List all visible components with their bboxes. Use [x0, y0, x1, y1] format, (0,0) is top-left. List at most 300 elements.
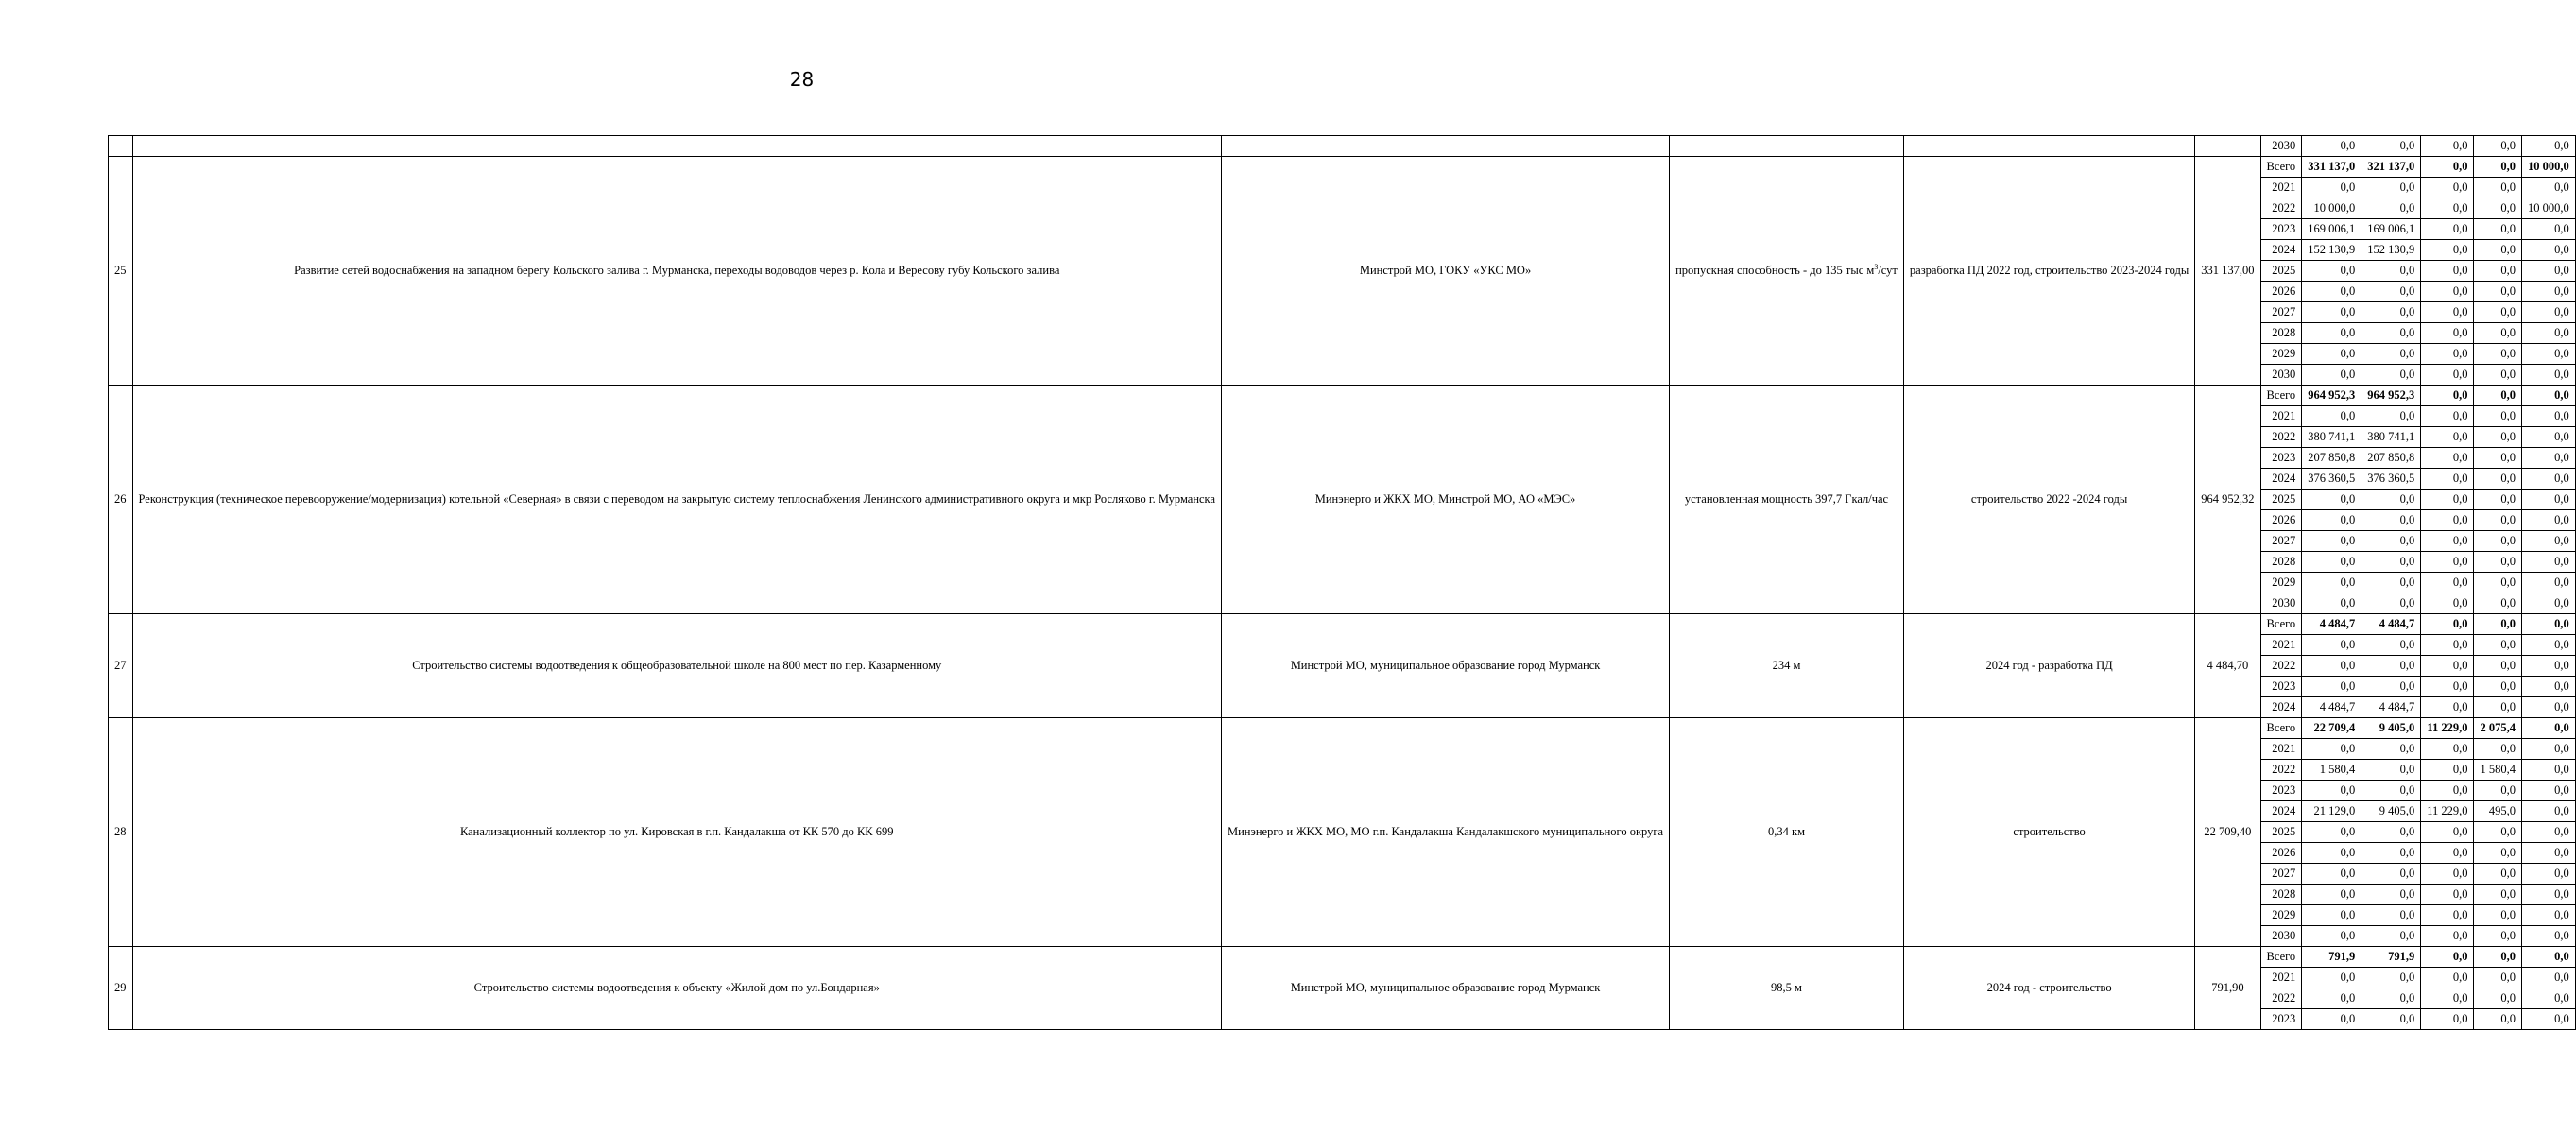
- value-cell: 0,0: [2361, 490, 2421, 510]
- value-cell: 0,0: [2521, 261, 2575, 282]
- capacity-text: 98,5 м: [1771, 981, 1802, 994]
- value-cell: 0,0: [2521, 926, 2575, 947]
- entry-description: Строительство системы водоотведения к объекту «Жилой дом по ул.Бондарная»: [132, 947, 1222, 1030]
- value-cell: 0,0: [2474, 386, 2522, 406]
- value-cell: 0,0: [2421, 178, 2474, 198]
- table-row: [109, 614, 2576, 635]
- value-cell: 380 741,1: [2302, 427, 2361, 448]
- entry-responsible: Минстрой МО, муниципальное образование город Мурманск: [1222, 614, 1670, 718]
- value-cell: 0,0: [2521, 323, 2575, 344]
- value-cell: 0,0: [2302, 178, 2361, 198]
- value-cell: 152 130,9: [2302, 240, 2361, 261]
- value-cell: 0,0: [2421, 635, 2474, 656]
- value-cell: 964 952,3: [2302, 386, 2361, 406]
- entry-number: 25: [109, 157, 133, 386]
- year-cell: 2021: [2260, 406, 2302, 427]
- value-cell: 0,0: [2361, 552, 2421, 573]
- value-cell: 0,0: [2474, 157, 2522, 178]
- table-row: [109, 136, 2576, 157]
- value-cell: 0,0: [2361, 261, 2421, 282]
- value-cell: 11 229,0: [2421, 718, 2474, 739]
- value-cell: 0,0: [2421, 490, 2474, 510]
- year-cell: 2026: [2260, 510, 2302, 531]
- value-cell: 964 952,3: [2361, 386, 2421, 406]
- value-cell: 0,0: [2421, 427, 2474, 448]
- value-cell: 0,0: [2474, 593, 2522, 614]
- entry-period: строительство: [1903, 718, 2194, 947]
- value-cell: 0,0: [2421, 905, 2474, 926]
- value-cell: 0,0: [2361, 323, 2421, 344]
- value-cell: 0,0: [2521, 781, 2575, 801]
- value-cell: 0,0: [2474, 926, 2522, 947]
- value-cell: 0,0: [2361, 1009, 2421, 1030]
- value-cell: 0,0: [2421, 988, 2474, 1009]
- value-cell: 0,0: [2361, 760, 2421, 781]
- value-cell: 0,0: [2521, 760, 2575, 781]
- value-cell: 0,0: [2474, 739, 2522, 760]
- value-cell: 0,0: [2302, 739, 2361, 760]
- value-cell: 0,0: [2521, 697, 2575, 718]
- entry-cost: 4 484,70: [2195, 614, 2260, 718]
- value-cell: 0,0: [2521, 614, 2575, 635]
- entry-capacity: [1670, 386, 1904, 614]
- year-cell: 2028: [2260, 323, 2302, 344]
- value-cell: 0,0: [2361, 843, 2421, 864]
- value-cell: 21 129,0: [2302, 801, 2361, 822]
- year-cell: 2021: [2260, 968, 2302, 988]
- value-cell: 0,0: [2474, 427, 2522, 448]
- value-cell: 0,0: [2521, 219, 2575, 240]
- value-cell: 0,0: [2521, 573, 2575, 593]
- value-cell: 0,0: [2421, 656, 2474, 677]
- value-cell: 0,0: [2421, 365, 2474, 386]
- value-cell: 0,0: [2421, 406, 2474, 427]
- value-cell: 0,0: [2474, 510, 2522, 531]
- value-cell: 0,0: [2421, 136, 2474, 157]
- year-cell: 2021: [2260, 635, 2302, 656]
- value-cell: 0,0: [2521, 885, 2575, 905]
- value-cell: 331 137,0: [2302, 157, 2361, 178]
- value-cell: 0,0: [2474, 885, 2522, 905]
- entry-period: разработка ПД 2022 год, строительство 2023-2024 годы: [1903, 157, 2194, 386]
- value-cell: 0,0: [2474, 677, 2522, 697]
- value-cell: 2 075,4: [2474, 718, 2522, 739]
- value-cell: 0,0: [2474, 240, 2522, 261]
- value-cell: 0,0: [2474, 136, 2522, 157]
- year-cell: 2021: [2260, 178, 2302, 198]
- value-cell: 0,0: [2474, 219, 2522, 240]
- value-cell: 380 741,1: [2361, 427, 2421, 448]
- year-cell: 2023: [2260, 677, 2302, 697]
- value-cell: 0,0: [2474, 614, 2522, 635]
- value-cell: 0,0: [2421, 739, 2474, 760]
- value-cell: 9 405,0: [2361, 801, 2421, 822]
- value-cell: 0,0: [2302, 822, 2361, 843]
- year-cell: 2023: [2260, 1009, 2302, 1030]
- value-cell: 0,0: [2521, 240, 2575, 261]
- value-cell: 0,0: [2521, 427, 2575, 448]
- year-cell: 2023: [2260, 781, 2302, 801]
- value-cell: 0,0: [2421, 926, 2474, 947]
- value-cell: 0,0: [2474, 365, 2522, 386]
- year-cell: 2022: [2260, 656, 2302, 677]
- value-cell: 0,0: [2361, 593, 2421, 614]
- year-cell: 2023: [2260, 219, 2302, 240]
- value-cell: 0,0: [2302, 490, 2361, 510]
- value-cell: 0,0: [2421, 448, 2474, 469]
- value-cell: 0,0: [2421, 219, 2474, 240]
- entry-period: 2024 год - разработка ПД: [1903, 614, 2194, 718]
- value-cell: 0,0: [2361, 635, 2421, 656]
- value-cell: 376 360,5: [2361, 469, 2421, 490]
- year-cell: 2024: [2260, 801, 2302, 822]
- value-cell: 0,0: [2302, 905, 2361, 926]
- value-cell: 376 360,5: [2302, 469, 2361, 490]
- entry-capacity: [1670, 718, 1904, 947]
- value-cell: 4 484,7: [2302, 614, 2361, 635]
- value-cell: 0,0: [2421, 593, 2474, 614]
- value-cell: 0,0: [2521, 801, 2575, 822]
- value-cell: 0,0: [2302, 282, 2361, 302]
- value-cell: 0,0: [2521, 531, 2575, 552]
- value-cell: 0,0: [2474, 261, 2522, 282]
- value-cell: 0,0: [2474, 968, 2522, 988]
- value-cell: 0,0: [2521, 635, 2575, 656]
- value-cell: 0,0: [2302, 968, 2361, 988]
- value-cell: 0,0: [2361, 677, 2421, 697]
- value-cell: 10 000,0: [2521, 157, 2575, 178]
- year-cell: 2024: [2260, 469, 2302, 490]
- value-cell: 0,0: [2361, 406, 2421, 427]
- year-cell: 2023: [2260, 448, 2302, 469]
- value-cell: 0,0: [2474, 198, 2522, 219]
- year-cell: 2022: [2260, 198, 2302, 219]
- value-cell: 0,0: [2474, 531, 2522, 552]
- year-cell: 2025: [2260, 490, 2302, 510]
- year-cell: 2025: [2260, 261, 2302, 282]
- year-cell: 2030: [2260, 926, 2302, 947]
- value-cell: 0,0: [2521, 677, 2575, 697]
- year-cell: 2022: [2260, 427, 2302, 448]
- value-cell: 0,0: [2302, 406, 2361, 427]
- value-cell: 169 006,1: [2302, 219, 2361, 240]
- capacity-text: установленная мощность 397,7 Гкал/час: [1684, 492, 1889, 506]
- value-cell: 0,0: [2302, 261, 2361, 282]
- value-cell: 0,0: [2421, 614, 2474, 635]
- value-cell: 0,0: [2421, 261, 2474, 282]
- entry-period: 2024 год - строительство: [1903, 947, 2194, 1030]
- value-cell: 0,0: [2421, 240, 2474, 261]
- value-cell: 0,0: [2421, 947, 2474, 968]
- value-cell: 0,0: [2361, 510, 2421, 531]
- value-cell: 0,0: [2474, 302, 2522, 323]
- value-cell: 0,0: [2302, 926, 2361, 947]
- value-cell: 0,0: [2474, 635, 2522, 656]
- value-cell: 0,0: [2474, 822, 2522, 843]
- value-cell: 0,0: [2521, 947, 2575, 968]
- value-cell: 0,0: [2521, 448, 2575, 469]
- value-cell: 0,0: [2521, 490, 2575, 510]
- value-cell: 10 000,0: [2521, 198, 2575, 219]
- value-cell: 0,0: [2302, 635, 2361, 656]
- value-cell: 0,0: [2361, 573, 2421, 593]
- value-cell: 0,0: [2421, 198, 2474, 219]
- value-cell: 0,0: [2421, 282, 2474, 302]
- value-cell: 0,0: [2521, 905, 2575, 926]
- value-cell: 0,0: [2302, 656, 2361, 677]
- year-cell: 2030: [2260, 593, 2302, 614]
- value-cell: 0,0: [2421, 697, 2474, 718]
- year-cell: Всего: [2260, 947, 2302, 968]
- value-cell: 0,0: [2521, 406, 2575, 427]
- entry-capacity: [1670, 614, 1904, 718]
- year-cell: 2029: [2260, 905, 2302, 926]
- value-cell: 0,0: [2302, 344, 2361, 365]
- value-cell: 0,0: [2474, 469, 2522, 490]
- value-cell: 22 709,4: [2302, 718, 2361, 739]
- value-cell: 0,0: [2302, 573, 2361, 593]
- value-cell: 0,0: [2474, 323, 2522, 344]
- value-cell: 495,0: [2474, 801, 2522, 822]
- value-cell: 0,0: [2421, 968, 2474, 988]
- entry-responsible: Минстрой МО, ГОКУ «УКС МО»: [1222, 157, 1670, 386]
- value-cell: 0,0: [2521, 864, 2575, 885]
- year-cell: 2022: [2260, 988, 2302, 1009]
- value-cell: 4 484,7: [2302, 697, 2361, 718]
- capacity-suffix: /сут: [1878, 264, 1898, 277]
- value-cell: 0,0: [2302, 552, 2361, 573]
- value-cell: 0,0: [2474, 573, 2522, 593]
- value-cell: 0,0: [2361, 968, 2421, 988]
- value-cell: 0,0: [2521, 1009, 2575, 1030]
- value-cell: 0,0: [2421, 885, 2474, 905]
- value-cell: 0,0: [2474, 552, 2522, 573]
- value-cell: 0,0: [2361, 344, 2421, 365]
- value-cell: 0,0: [2421, 864, 2474, 885]
- value-cell: 0,0: [2521, 552, 2575, 573]
- year-cell: 2026: [2260, 282, 2302, 302]
- value-cell: 0,0: [2361, 365, 2421, 386]
- value-cell: 0,0: [2421, 843, 2474, 864]
- empty-cell: [109, 136, 133, 157]
- value-cell: 0,0: [2361, 282, 2421, 302]
- value-cell: 4 484,7: [2361, 614, 2421, 635]
- value-cell: 0,0: [2521, 365, 2575, 386]
- value-cell: 0,0: [2302, 1009, 2361, 1030]
- value-cell: 152 130,9: [2361, 240, 2421, 261]
- year-cell: Всего: [2260, 157, 2302, 178]
- value-cell: 0,0: [2361, 988, 2421, 1009]
- value-cell: 0,0: [2521, 718, 2575, 739]
- value-cell: 0,0: [2302, 781, 2361, 801]
- entry-cost: 791,90: [2195, 947, 2260, 1030]
- year-cell: 2024: [2260, 697, 2302, 718]
- entry-responsible: Минэнерго и ЖКХ МО, МО г.п. Кандалакша Кандалакшского муниципального округа: [1222, 718, 1670, 947]
- value-cell: 0,0: [2474, 344, 2522, 365]
- value-cell: 9 405,0: [2361, 718, 2421, 739]
- year-cell: 2024: [2260, 240, 2302, 261]
- entry-period: строительство 2022 -2024 годы: [1903, 386, 2194, 614]
- year-cell: 2028: [2260, 552, 2302, 573]
- capacity-text: 234 м: [1772, 659, 1801, 672]
- value-cell: 0,0: [2361, 822, 2421, 843]
- value-cell: 0,0: [2521, 593, 2575, 614]
- year-cell: 2030: [2260, 365, 2302, 386]
- empty-cell: [1670, 136, 1904, 157]
- value-cell: 0,0: [2302, 365, 2361, 386]
- entry-cost: 22 709,40: [2195, 718, 2260, 947]
- value-cell: 0,0: [2302, 864, 2361, 885]
- value-cell: 0,0: [2474, 864, 2522, 885]
- year-cell: 2028: [2260, 885, 2302, 905]
- value-cell: 0,0: [2421, 760, 2474, 781]
- year-cell: 2030: [2260, 136, 2302, 157]
- year-cell: 2026: [2260, 843, 2302, 864]
- year-cell: Всего: [2260, 718, 2302, 739]
- table-row: [109, 386, 2576, 406]
- entry-number: 28: [109, 718, 133, 947]
- value-cell: 0,0: [2474, 656, 2522, 677]
- value-cell: 791,9: [2361, 947, 2421, 968]
- entry-description: Реконструкция (техническое перевооружение/модернизация) котельной «Северная» в связи с переводом на закрытую систему теплоснабжения Ленинского административного округа и мкр Росляково г. Мурманска: [132, 386, 1222, 614]
- entry-description: Канализационный коллектор по ул. Кировская в г.п. Кандалакша от КК 570 до КК 699: [132, 718, 1222, 947]
- value-cell: 0,0: [2521, 386, 2575, 406]
- value-cell: 0,0: [2421, 323, 2474, 344]
- value-cell: 0,0: [2474, 697, 2522, 718]
- value-cell: 0,0: [2421, 552, 2474, 573]
- value-cell: 0,0: [2302, 531, 2361, 552]
- table-row: [109, 157, 2576, 178]
- value-cell: 0,0: [2474, 905, 2522, 926]
- value-cell: 0,0: [2521, 822, 2575, 843]
- year-cell: Всего: [2260, 386, 2302, 406]
- entry-description: Строительство системы водоотведения к общеобразовательной школе на 800 мест по пер. Казарменному: [132, 614, 1222, 718]
- value-cell: 1 580,4: [2302, 760, 2361, 781]
- year-cell: 2021: [2260, 739, 2302, 760]
- value-cell: 1 580,4: [2474, 760, 2522, 781]
- table-row: [109, 718, 2576, 739]
- year-cell: 2029: [2260, 344, 2302, 365]
- value-cell: 169 006,1: [2361, 219, 2421, 240]
- value-cell: 0,0: [2474, 988, 2522, 1009]
- value-cell: 0,0: [2521, 988, 2575, 1009]
- value-cell: 0,0: [2361, 864, 2421, 885]
- value-cell: 0,0: [2361, 926, 2421, 947]
- value-cell: 0,0: [2302, 302, 2361, 323]
- value-cell: 0,0: [2361, 739, 2421, 760]
- empty-cell: [1903, 136, 2194, 157]
- value-cell: 0,0: [2521, 469, 2575, 490]
- value-cell: 0,0: [2361, 531, 2421, 552]
- value-cell: 0,0: [2421, 573, 2474, 593]
- table-body: [109, 136, 2576, 1030]
- value-cell: 0,0: [2361, 178, 2421, 198]
- entry-number: 26: [109, 386, 133, 614]
- entry-responsible: Минэнерго и ЖКХ МО, Минстрой МО, АО «МЭС»: [1222, 386, 1670, 614]
- value-cell: 0,0: [2474, 947, 2522, 968]
- year-cell: Всего: [2260, 614, 2302, 635]
- value-cell: 0,0: [2421, 822, 2474, 843]
- value-cell: 0,0: [2421, 469, 2474, 490]
- value-cell: 0,0: [2421, 510, 2474, 531]
- year-cell: 2022: [2260, 760, 2302, 781]
- empty-cell: [132, 136, 1222, 157]
- value-cell: 0,0: [2421, 157, 2474, 178]
- capacity-superscript: 3: [1874, 262, 1879, 271]
- value-cell: 0,0: [2302, 885, 2361, 905]
- value-cell: 0,0: [2521, 282, 2575, 302]
- year-cell: 2027: [2260, 864, 2302, 885]
- value-cell: 10 000,0: [2302, 198, 2361, 219]
- year-cell: 2029: [2260, 573, 2302, 593]
- value-cell: 0,0: [2421, 531, 2474, 552]
- value-cell: 0,0: [2361, 302, 2421, 323]
- value-cell: 0,0: [2361, 198, 2421, 219]
- entry-number: 29: [109, 947, 133, 1030]
- entry-capacity: [1670, 947, 1904, 1030]
- entry-capacity: [1670, 157, 1904, 386]
- value-cell: 0,0: [2474, 448, 2522, 469]
- value-cell: 207 850,8: [2361, 448, 2421, 469]
- value-cell: 0,0: [2361, 905, 2421, 926]
- value-cell: 0,0: [2421, 302, 2474, 323]
- value-cell: 11 229,0: [2421, 801, 2474, 822]
- value-cell: 0,0: [2521, 968, 2575, 988]
- entry-cost: 331 137,00: [2195, 157, 2260, 386]
- entry-description: Развитие сетей водоснабжения на западном берегу Кольского залива г. Мурманска, переходы водоводов через р. Кола и Вересову губу Кольского залива: [132, 157, 1222, 386]
- value-cell: 0,0: [2302, 136, 2361, 157]
- value-cell: 0,0: [2302, 593, 2361, 614]
- value-cell: 791,9: [2302, 947, 2361, 968]
- capacity-text: пропускная способность - до 135 тыс м: [1675, 264, 1875, 277]
- value-cell: 0,0: [2421, 344, 2474, 365]
- value-cell: 0,0: [2474, 1009, 2522, 1030]
- empty-cell: [1222, 136, 1670, 157]
- year-cell: 2027: [2260, 531, 2302, 552]
- value-cell: 0,0: [2361, 781, 2421, 801]
- table-row: [109, 947, 2576, 968]
- empty-cell: [2195, 136, 2260, 157]
- value-cell: 0,0: [2521, 843, 2575, 864]
- value-cell: 0,0: [2421, 781, 2474, 801]
- entry-cost: 964 952,32: [2195, 386, 2260, 614]
- value-cell: 0,0: [2521, 302, 2575, 323]
- value-cell: 0,0: [2361, 656, 2421, 677]
- value-cell: 0,0: [2521, 739, 2575, 760]
- capacity-text: 0,34 км: [1768, 825, 1805, 838]
- value-cell: 0,0: [2474, 178, 2522, 198]
- value-cell: 0,0: [2521, 510, 2575, 531]
- value-cell: 4 484,7: [2361, 697, 2421, 718]
- investment-table: [108, 135, 2576, 1030]
- value-cell: 0,0: [2474, 781, 2522, 801]
- value-cell: 0,0: [2474, 406, 2522, 427]
- value-cell: 0,0: [2521, 656, 2575, 677]
- value-cell: 0,0: [2302, 988, 2361, 1009]
- value-cell: 0,0: [2302, 677, 2361, 697]
- value-cell: 0,0: [2521, 344, 2575, 365]
- entry-number: 27: [109, 614, 133, 718]
- value-cell: 0,0: [2474, 843, 2522, 864]
- entry-responsible: Минстрой МО, муниципальное образование город Мурманск: [1222, 947, 1670, 1030]
- value-cell: 0,0: [2302, 843, 2361, 864]
- value-cell: 0,0: [2474, 490, 2522, 510]
- year-cell: 2025: [2260, 822, 2302, 843]
- value-cell: 0,0: [2521, 136, 2575, 157]
- value-cell: 0,0: [2474, 282, 2522, 302]
- value-cell: 0,0: [2361, 136, 2421, 157]
- page-number: 28: [789, 68, 815, 91]
